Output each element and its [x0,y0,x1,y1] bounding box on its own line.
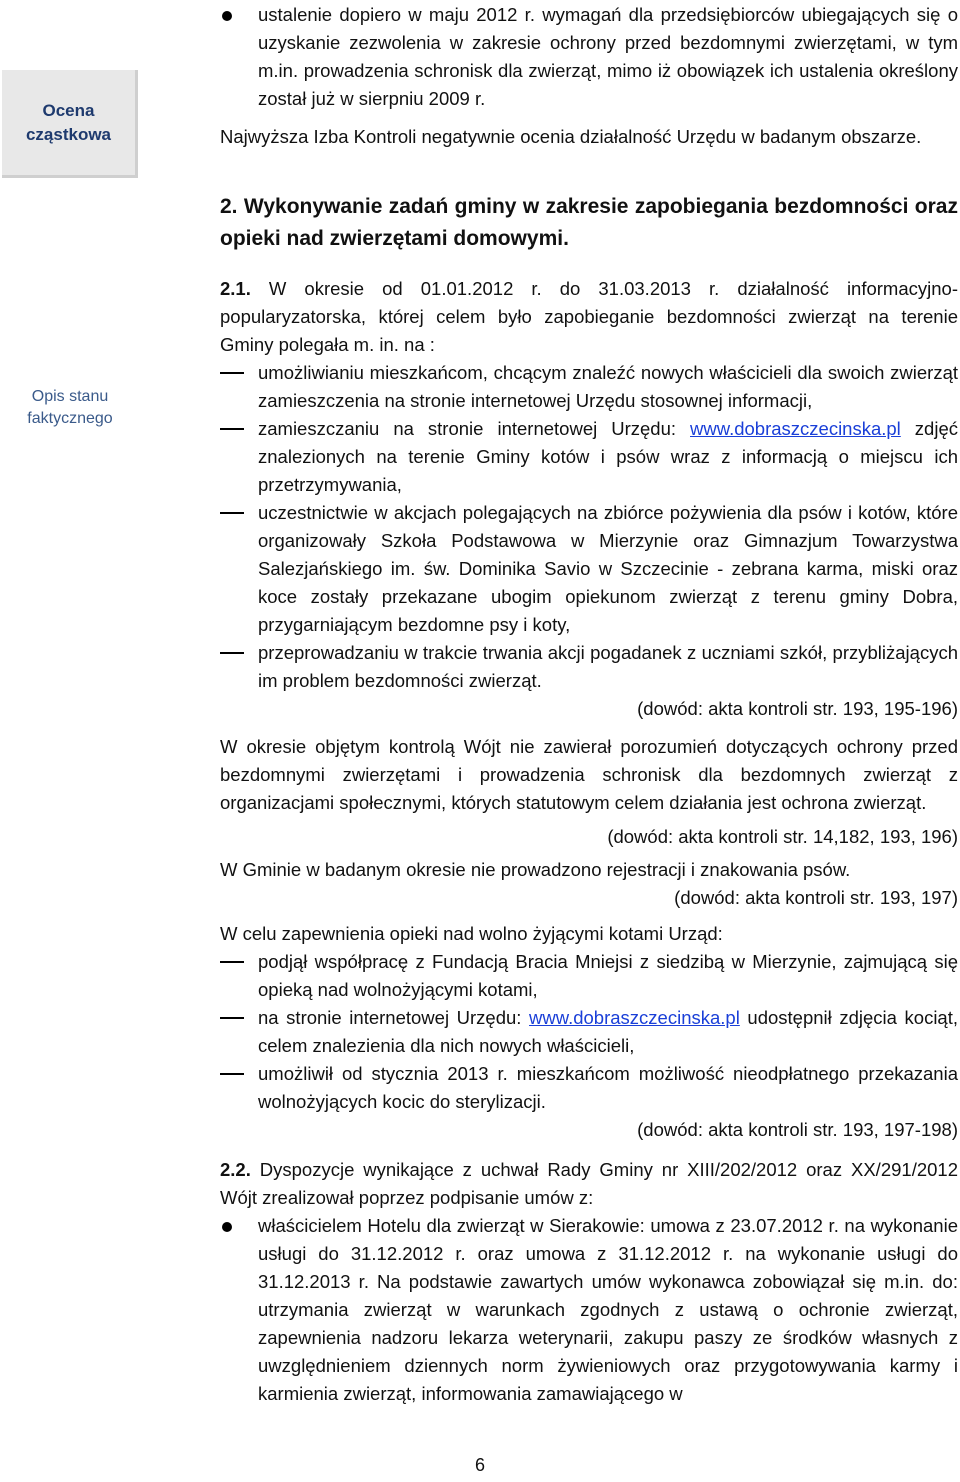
paragraph-2-1-number: 2.1. [220,278,251,299]
sidebar-opis-line1: Opis stanu [31,387,109,405]
dash-item: na stronie internetowej Urzędu: www.dobraszczecinska.pl udostępnił zdjęcia kociąt, celem znalezienia dla nich nowych właścicieli, [220,1004,958,1060]
dash-item: zamieszczaniu na stronie internetowej Urzędu: www.dobraszczecinska.pl zdjęć znalezionych na terenie Gminy kotów i psów wraz z informacją o miejscu ich przetrzymywania, [220,415,958,499]
website-link[interactable]: www.dobraszczecinska.pl [529,1007,740,1028]
top-bullet-item: ustalenie dopiero w maju 2012 r. wymagań dla przedsiębiorców ubiegających się o uzyskanie zezwolenia w zakresie ochrony przed bezdomnymi zwierzętami, w tym m.in. prowadzenia schronisk dla zwierząt, mimo iż obowiązek ich ustalenia określony został już w sierpniu 2009 r. [220,1,958,113]
dash-item: umożliwianiu mieszkańcom, chcącym znaleźć nowych właścicieli dla swoich zwierząt zamieszczenia na stronie internetowej Urzędu stosownej informacji, [220,359,958,415]
evidence-reference: (dowód: akta kontroli str. 14,182, 193, 196) [607,826,958,847]
paragraph-gmina: W Gminie w badanym okresie nie prowadzono rejestracji i znakowania psów. [220,859,851,880]
assessment-paragraph: Najwyższa Izba Kontroli negatywnie ocenia działalność Urzędu w badanym obszarze. [220,126,922,147]
dash-icon [220,961,244,963]
bullet-item-hotel: właścicielem Hotelu dla zwierząt w Sierakowie: umowa z 23.07.2012 r. na wykonanie usługi do 31.12.2012 r. oraz umowa z 31.12.2012 r. na wykonanie usługi do 31.12.2013 r. Na podstawie zawartych umów wykonawca zobowiązał się m.in. do: utrzymania zwierząt w warunkach zgodnych z ustawą o ochronie zwierząt, zapewnienia nadzoru lekarza weterynarii, zakupu paszy ze środków własnych z uwzględnieniem dziennych norm żywieniowych oraz przygotowywania karmy i karmienia zwierząt, informowania zamawiającego w [220,1212,958,1408]
evidence-reference: (dowód: akta kontroli str. 193, 197) [674,887,958,908]
paragraph-wojt: W okresie objętym kontrolą Wójt nie zawierał porozumień dotyczących ochrony przed bezdomnymi zwierzętami i prowadzenia schronisk dla bezdomnych zwierząt z organizacjami społecznymi, których statutowym celem działania jest ochrona zwierząt. [220,736,958,813]
document-body [220,0,958,1408]
evidence-reference: (dowód: akta kontroli str. 193, 195-196) [637,698,958,719]
sidebar-ocena-line2: cząstkowa [25,124,112,144]
dash-item: uczestnictwie w akcjach polegających na zbiórce pożywienia dla psów i kotów, które organizowały Szkoła Podstawowa w Mierzynie oraz Gimnazjum Towarzystwa Salezjańskiego im. św. Dominika Savio w Szczecinie - zebrana karma, miski oraz koce zostały przekazane ubogim opiekunom zwierząt z terenu gminy Dobra, przygarniającym bezdomne psy i koty, [220,499,958,639]
dash-item: przeprowadzaniu w trakcie trwania akcji pogadanek z uczniami szkół, przybliżających im problem bezdomności zwierząt. [220,639,958,695]
bullet-icon [222,11,232,21]
dash-icon [220,372,244,374]
dash-item: podjął współpracę z Fundacją Bracia Mniejsi z siedzibą w Mierzynie, zajmującą się opieką nad wolnożyjącymi kotami, [220,948,958,1004]
section-heading: 2. Wykonywanie zadań gminy w zakresie zapobiegania bezdomności oraz opieki nad zwierzętami domowymi. [220,195,958,250]
dash-icon [220,652,244,654]
paragraph-koty: W celu zapewnienia opieki nad wolno żyjącymi kotami Urząd: [220,923,723,944]
sidebar-ocena-line1: Ocena [42,100,95,120]
paragraph-2-2-number: 2.2. [220,1159,251,1180]
paragraph-2-2: 2.2. Dyspozycje wynikające z uchwał Rady Gminy nr XIII/202/2012 oraz XX/291/2012 Wójt zrealizował poprzez podpisanie umów z: [220,1159,958,1208]
dash-icon [220,428,244,430]
page-number: 6 [474,1455,485,1475]
dash-icon [220,1073,244,1075]
paragraph-2-1: 2.1. W okresie od 01.01.2012 r. do 31.03.2013 r. działalność informacyjno-popularyzatorska, której celem było zapobieganie bezdomności zwierząt na terenie Gminy polegała m. in. na : [220,278,958,355]
dash-icon [220,1017,244,1019]
sidebar-opis-stanu [2,378,138,438]
dash-icon [220,512,244,514]
evidence-reference: (dowód: akta kontroli str. 193, 197-198) [637,1119,958,1140]
website-link[interactable]: www.dobraszczecinska.pl [690,418,901,439]
bullet-icon [222,1222,232,1232]
sidebar-opis-line2: faktycznego [27,410,113,427]
dash-item: umożliwił od stycznia 2013 r. mieszkańcom możliwość nieodpłatnego przekazania wolnożyjących kocic do sterylizacji. [220,1060,958,1116]
sidebar-ocena-czastkowa [2,70,138,178]
